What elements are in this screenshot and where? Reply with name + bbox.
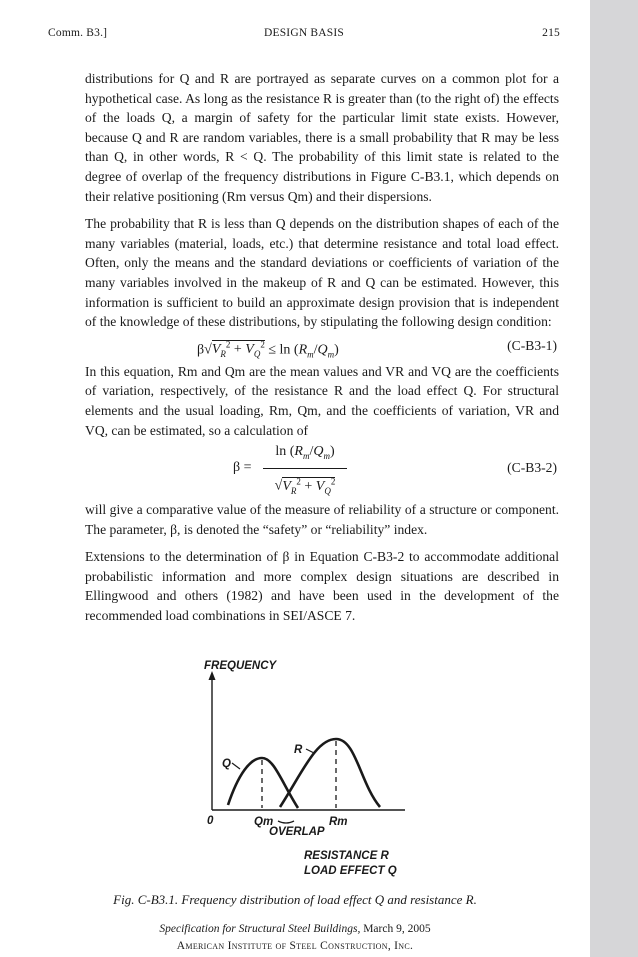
overlap-brace [278,821,294,823]
equation-c-b3-1 [85,334,559,358]
page-number: 215 [542,27,560,39]
y-axis-label: FREQUENCY [204,660,277,672]
paragraph-3: In this equation, Rm and Qm are the mean values and VR and VQ are the coefficients of variation, respectively, of the resistance R and the load effect Q. For structural elements and the usual loading, Rm, Qm, and the coefficients of variation, VR and VQ, can be estimated, so a calculation of [85,363,559,438]
footer-spec-title: Specification for Structural Steel Buildings, [159,923,361,935]
r-curve-label: R [294,744,303,756]
paragraph-2: The probability that R is less than Q depends on the distribution shapes of each of the many variables (material, loads, etc.) that determine resistance and total load effect. Often, only the means and the standard deviations or coefficients of variation of the many variables involved in the makeup of R and Q can be estimated. However, this information is sufficient to build an approximate design provision that is independent of the knowledge of these distributions, by stipulating the following design condition: [85,216,559,330]
page-margin-strip [590,0,638,957]
q-label-leader [232,763,240,769]
running-head-title: DESIGN BASIS [263,27,345,39]
equation-1-formula: $\beta√V_R^2 + V_Q^2 \le \ln (R_m/Q_m)$ [197,339,339,360]
footer-line-1 [0,921,590,938]
x-axis-label-load-effect: LOAD EFFECT Q [304,865,397,877]
equation-2-fraction: $\frac{\ln (R_m/Q_m)}{√V_R^2 + V_Q^2}$ [263,442,347,501]
figure-caption: Fig. C-B3.1. Frequency distribution of load effect Q and resistance R. [113,892,477,907]
y-axis-arrow [209,671,216,680]
equation-1-number: (C-B3-1) [507,337,557,353]
equation-2-lhs: β = [233,460,252,476]
paragraph-5: Extensions to the determination of β in Equation C-B3-2 to accommodate additional probabilistic information and more complex design situations are described in Ellingwood and others (1982) and have been used in the development of the recommended load combinations in SEI/ASCE 7. [85,549,559,624]
q-curve-label: Q [222,758,231,770]
origin-label: 0 [207,815,214,827]
rm-label: Rm [329,816,348,828]
qm-label: Qm [254,816,274,828]
body-text [85,69,559,634]
equation-2-number: (C-B3-2) [507,460,557,476]
paragraph-1: distributions for Q and R are portrayed as separate curves on a common plot for a hypothetical case. As long as the resistance R is greater than (to the right of) the effects of the loads Q, a margin of safety for the particular limit state exists. However, because Q and R are random variables, there is a small probability that R may be less than Q, in other words, R < Q. The probability of this limit state is related to the degree of overlap of the frequency distributions in Figure C-B3.1, which depends on their relative positioning (Rm versus Qm) and their dispersions. [85,71,559,204]
footer-publisher: American Institute of Steel Construction, Inc. [176,940,414,952]
x-axis-label-resistance: RESISTANCE R [304,850,389,862]
q-distribution-curve [228,758,298,808]
paragraph-4: will give a comparative value of the measure of reliability of a structure or component. The parameter, β, is denoted the “safety” or “reliability” index. [85,502,559,537]
running-head-section: Comm. B3.] [48,27,108,39]
equation-c-b3-2 [85,442,559,494]
frequency-distribution-figure [190,655,420,887]
overlap-label: OVERLAP [269,826,325,838]
page-footer [0,921,590,955]
running-head [48,27,560,43]
r-label-leader [306,749,314,753]
footer-date: March 9, 2005 [360,923,431,935]
